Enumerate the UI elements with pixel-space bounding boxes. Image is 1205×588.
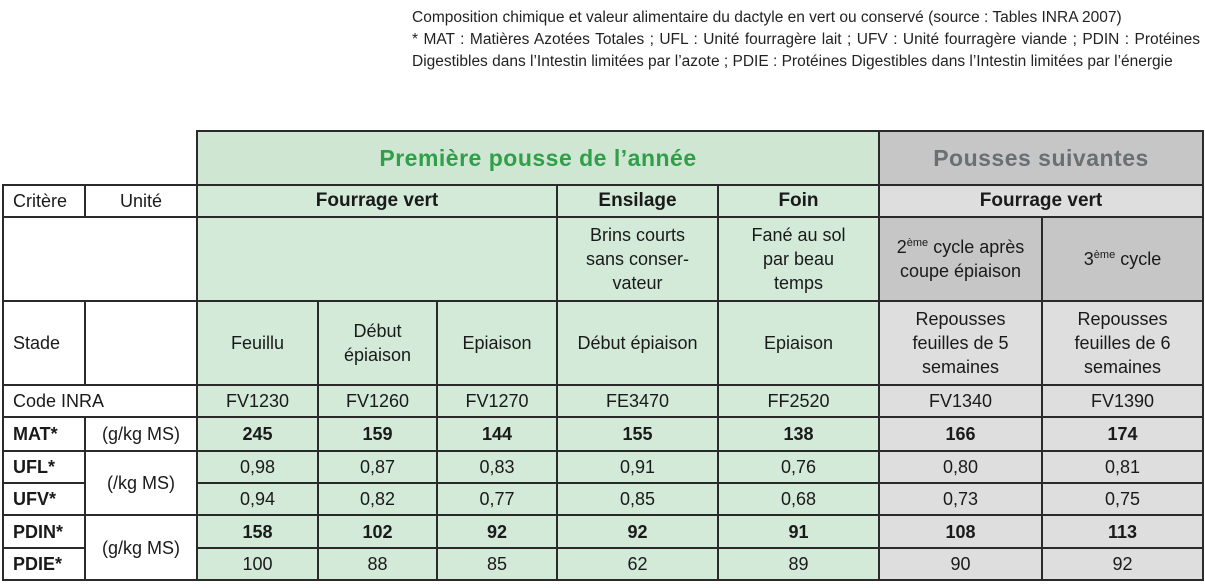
group-later-growths: Pousses suivantes — [879, 131, 1203, 185]
table-caption — [412, 7, 1200, 73]
value-cell: 91 — [718, 515, 879, 548]
desc-cycle-2 — [879, 217, 1042, 301]
feed-value-table — [2, 130, 1204, 581]
empty-corner-2 — [85, 131, 197, 185]
value-cell: 144 — [437, 417, 557, 451]
cycle-3-sup: ème — [1093, 249, 1116, 261]
description-row — [3, 217, 1203, 301]
code-cell: FF2520 — [718, 385, 879, 417]
row-label: MAT* — [3, 417, 85, 451]
desc-green-forage — [197, 217, 557, 301]
unit-header: Unité — [85, 185, 197, 217]
cycle-2-number: 2 — [896, 237, 907, 257]
value-cell: 0,68 — [718, 483, 879, 515]
row-unit: (g/kg MS) — [85, 515, 197, 580]
row-label: UFL* — [3, 451, 85, 483]
cycle-2-text: cycle après coupe épiaison — [899, 237, 1025, 281]
value-cell: 158 — [197, 515, 318, 548]
value-cell: 113 — [1042, 515, 1203, 548]
table-row — [3, 515, 1203, 548]
value-cell: 166 — [879, 417, 1042, 451]
row-unit: (g/kg MS) — [85, 417, 197, 451]
value-cell: 174 — [1042, 417, 1203, 451]
stage-label: Stade — [3, 301, 85, 385]
value-cell: 0,75 — [1042, 483, 1203, 515]
value-cell: 92 — [1042, 548, 1203, 580]
value-cell: 0,77 — [437, 483, 557, 515]
row-label: UFV* — [3, 483, 85, 515]
forage-type-row — [3, 185, 1203, 217]
stage-cell: Epiaison — [718, 301, 879, 385]
value-cell: 245 — [197, 417, 318, 451]
code-label: Code INRA — [3, 385, 197, 417]
value-cell: 0,76 — [718, 451, 879, 483]
stage-cell: Début épiaison — [557, 301, 718, 385]
value-cell: 155 — [557, 417, 718, 451]
caption-title: Composition chimique et valeur alimentaire du dactyle en vert ou conservé (source : Tables INRA 2007) — [412, 9, 1122, 26]
stage-text: Repousses feuilles de 6 semaines — [1074, 309, 1171, 377]
stage-unit — [85, 301, 197, 385]
stage-cell: Epiaison — [437, 301, 557, 385]
value-cell: 89 — [718, 548, 879, 580]
group-header-row — [3, 131, 1203, 185]
stage-cell — [879, 301, 1042, 385]
value-cell: 0,94 — [197, 483, 318, 515]
value-cell: 92 — [557, 515, 718, 548]
value-cell: 138 — [718, 417, 879, 451]
stage-cell: Feuillu — [197, 301, 318, 385]
stage-row — [3, 301, 1203, 385]
cycle-3-text: cycle — [1115, 249, 1162, 269]
value-cell: 0,73 — [879, 483, 1042, 515]
table-row — [3, 417, 1203, 451]
stage-text: Début épiaison — [343, 321, 412, 365]
type-silage: Ensilage — [557, 185, 718, 217]
row-unit: (/kg MS) — [85, 451, 197, 515]
desc-silage — [557, 217, 718, 301]
code-cell: FV1390 — [1042, 385, 1203, 417]
value-cell: 100 — [197, 548, 318, 580]
stage-text: Repousses feuilles de 5 semaines — [912, 309, 1009, 377]
value-cell: 88 — [318, 548, 437, 580]
value-cell: 0,82 — [318, 483, 437, 515]
stage-cell — [318, 301, 437, 385]
criterion-header: Critère — [3, 185, 85, 217]
row-label: PDIE* — [3, 548, 85, 580]
code-cell: FE3470 — [557, 385, 718, 417]
desc-hay — [718, 217, 879, 301]
value-cell: 159 — [318, 417, 437, 451]
value-cell: 90 — [879, 548, 1042, 580]
value-cell: 92 — [437, 515, 557, 548]
empty-corner — [3, 131, 85, 185]
value-cell: 62 — [557, 548, 718, 580]
stage-cell — [1042, 301, 1203, 385]
row-label: PDIN* — [3, 515, 85, 548]
code-cell: FV1230 — [197, 385, 318, 417]
value-cell: 0,80 — [879, 451, 1042, 483]
code-row — [3, 385, 1203, 417]
cycle-3-number: 3 — [1083, 249, 1094, 269]
desc-cycle-3 — [1042, 217, 1203, 301]
type-hay: Foin — [718, 185, 879, 217]
group-first-growth: Première pousse de l’année — [197, 131, 879, 185]
code-cell: FV1260 — [318, 385, 437, 417]
value-cell: 0,85 — [557, 483, 718, 515]
table-row — [3, 451, 1203, 483]
cycle-2-sup: ème — [906, 237, 929, 249]
value-cell: 0,98 — [197, 451, 318, 483]
type-green-forage: Fourrage vert — [197, 185, 557, 217]
empty-description-label — [3, 217, 197, 301]
value-cell: 108 — [879, 515, 1042, 548]
type-green-forage-later: Fourrage vert — [879, 185, 1203, 217]
code-cell: FV1270 — [437, 385, 557, 417]
value-cell: 0,83 — [437, 451, 557, 483]
desc-silage-text: Brins courts sans conser-vateur — [585, 225, 690, 293]
value-cell: 0,81 — [1042, 451, 1203, 483]
value-cell: 0,87 — [318, 451, 437, 483]
caption-abbreviations: * MAT : Matières Azotées Totales ; UFL : Unité fourragère lait ; UFV : Unité fourragère viande ; PDIN : Protéines Digestibles dans l’Intestin limitées par l’azote ; PDIE : Protéines Digestibles dans l’Intestin limitées par l’énergie — [412, 31, 1200, 70]
value-cell: 102 — [318, 515, 437, 548]
code-cell: FV1340 — [879, 385, 1042, 417]
value-cell: 85 — [437, 548, 557, 580]
desc-hay-text: Fané au sol par beau temps — [751, 225, 846, 293]
value-cell: 0,91 — [557, 451, 718, 483]
